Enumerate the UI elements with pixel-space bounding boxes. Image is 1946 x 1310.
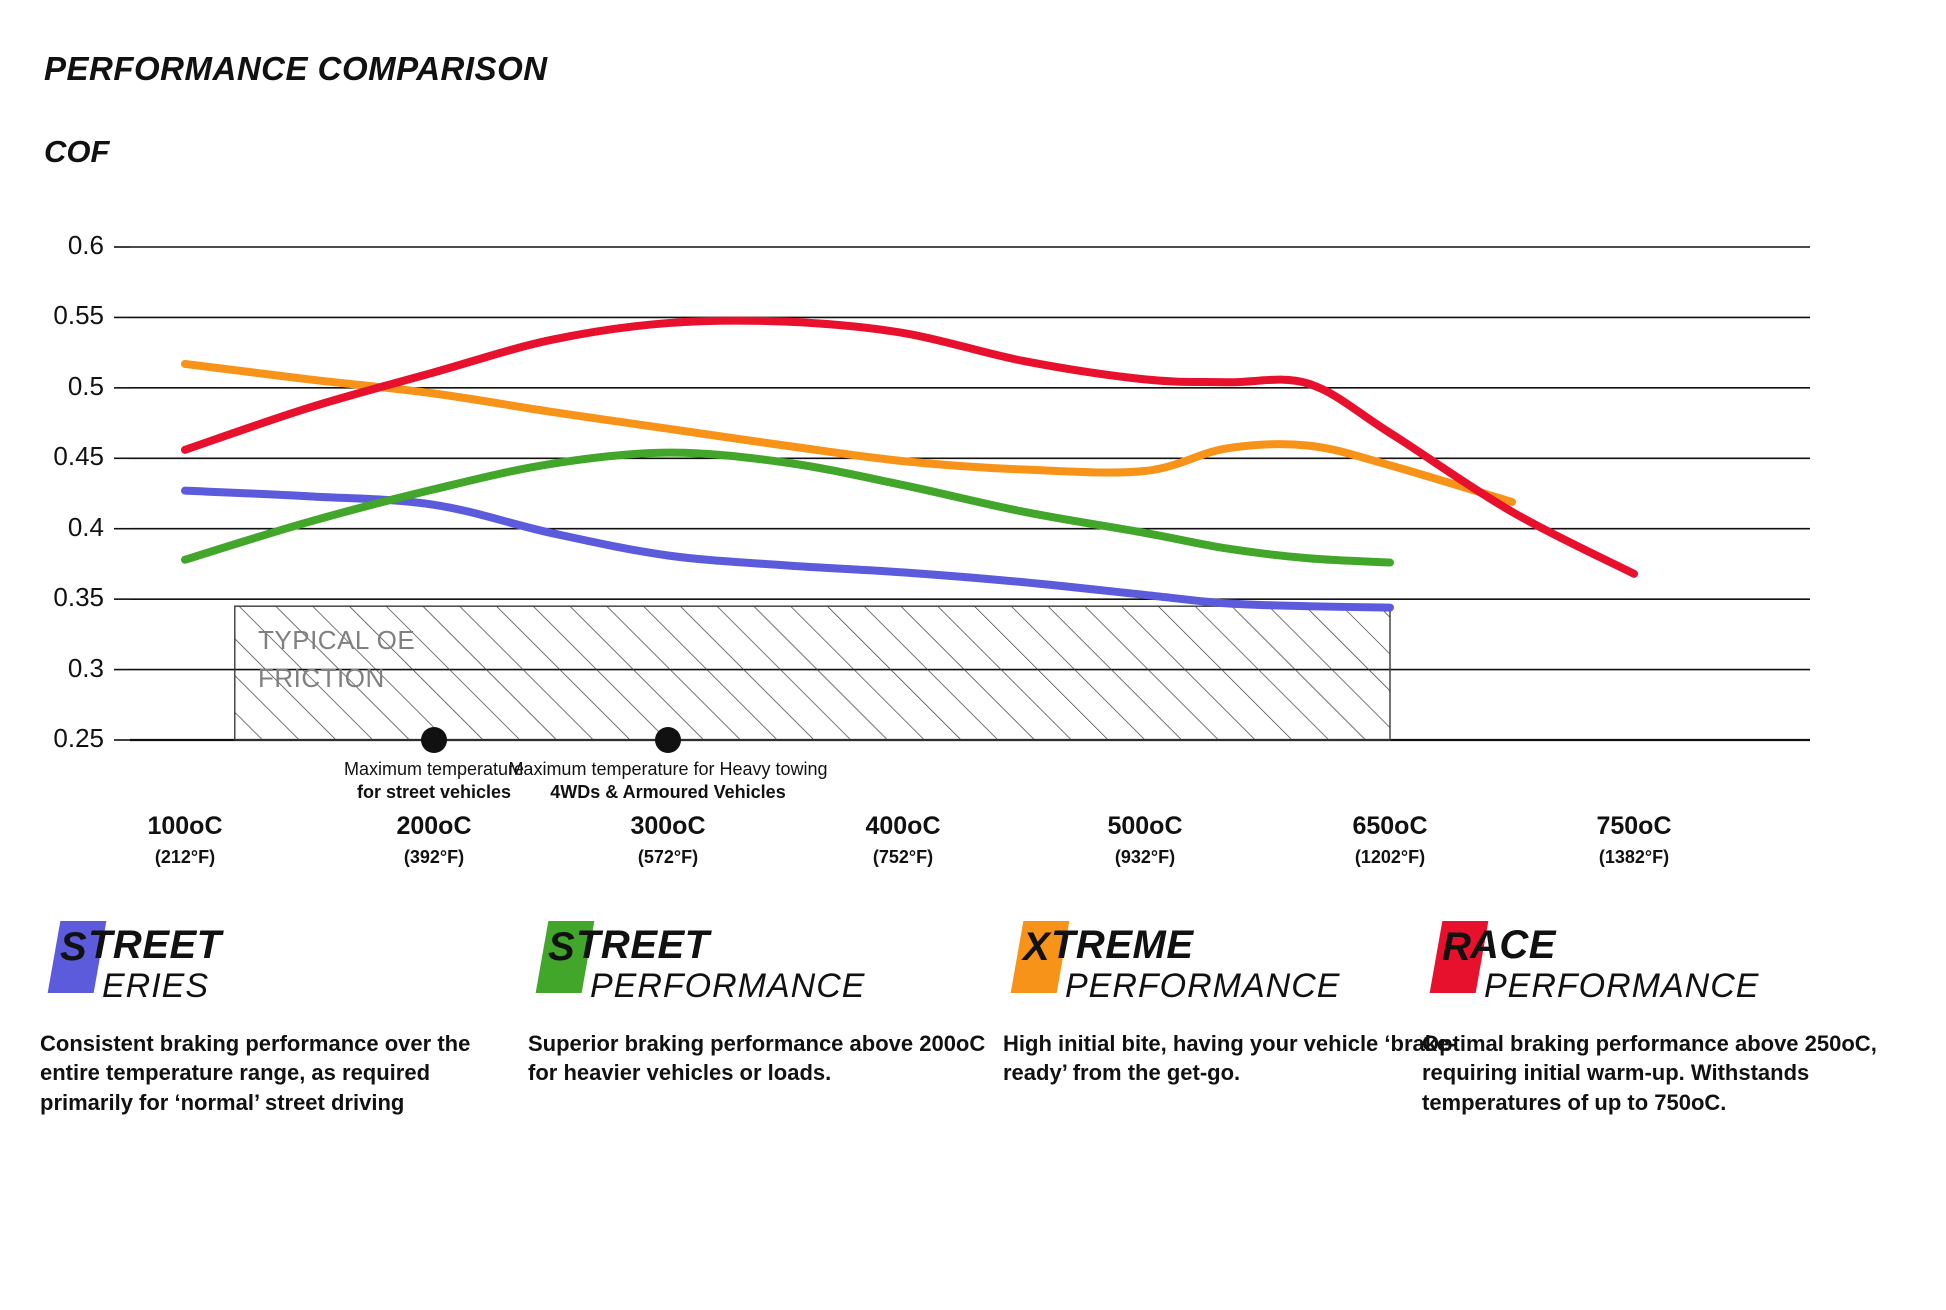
legend-item-xtreme-performance	[1003, 915, 1463, 1088]
y-tick-0.3: 0.3	[67, 652, 104, 683]
legend-item-race-performance	[1422, 915, 1907, 1117]
page-title: PERFORMANCE COMPARISON	[44, 50, 548, 87]
street-performance-logo	[528, 915, 988, 1015]
y-tick-0.5: 0.5	[67, 370, 104, 401]
legend-item-street-series	[40, 915, 500, 1117]
xtreme-performance-badge-letter: X	[1023, 925, 1050, 969]
y-tick-0.35: 0.35	[53, 582, 104, 613]
x-tick-fahrenheit: (212°F)	[154, 847, 216, 867]
x-tick-celsius: 100oC	[147, 812, 223, 840]
y-axis-title: COF	[44, 134, 110, 169]
typical-oe-friction-label-line2: FRICTION	[258, 663, 385, 693]
max-temp-street-marker-dot	[421, 727, 447, 753]
series-line-3	[185, 321, 1634, 574]
race-performance-word1: ACE	[1470, 923, 1556, 967]
y-tick-0.45: 0.45	[53, 441, 104, 472]
street-series-word1: TREET	[88, 923, 222, 967]
street-series-word2: ERIES	[102, 967, 210, 1005]
x-tick-celsius: 500oC	[1107, 812, 1183, 840]
max-temp-heavy-towing-marker-dot	[655, 727, 681, 753]
x-tick-750oC	[1534, 812, 1734, 868]
x-tick-650oC	[1290, 812, 1490, 868]
xtreme-performance-logo	[1003, 915, 1463, 1015]
series-line-1	[185, 453, 1390, 563]
street-performance-word2: PERFORMANCE	[590, 967, 866, 1005]
race-performance-word2: PERFORMANCE	[1484, 967, 1760, 1005]
race-performance-badge-letter: R	[1442, 925, 1471, 969]
street-performance-word1: TREET	[576, 923, 710, 967]
street-series-logo	[40, 915, 500, 1015]
x-tick-fahrenheit: (1382°F)	[1598, 847, 1670, 867]
race-performance-description: Optimal braking performance above 250oC, requiring initial warm-up. Withstands temperatures of up to 750oC.	[1422, 1031, 1877, 1115]
xtreme-performance-word1: TREME	[1051, 923, 1194, 967]
street-performance-description: Superior braking performance above 200oC for heavier vehicles or loads.	[528, 1031, 986, 1086]
x-tick-500oC	[1045, 812, 1245, 868]
race-performance-logo	[1422, 915, 1907, 1015]
xtreme-performance-description: High initial bite, having your vehicle ‘brake-ready’ from the get-go.	[1003, 1031, 1457, 1086]
y-tick-0.25: 0.25	[53, 723, 104, 753]
x-tick-celsius: 200oC	[396, 812, 472, 840]
x-tick-celsius: 400oC	[865, 812, 941, 840]
street-series-description: Consistent braking performance over the entire temperature range, as required primarily for ‘normal’ street driving	[40, 1031, 471, 1115]
x-tick-celsius: 300oC	[630, 812, 706, 840]
x-tick-fahrenheit: (932°F)	[1114, 847, 1176, 867]
x-tick-200oC	[334, 812, 534, 868]
x-tick-fahrenheit: (752°F)	[872, 847, 934, 867]
y-tick-0.55: 0.55	[53, 300, 104, 331]
max-temp-heavy-towing-note-line1: Maximum temperature for Heavy towing	[508, 759, 828, 779]
typical-oe-friction-label-line1: TYPICAL OE	[258, 625, 416, 655]
max-temp-street-note-line1: Maximum temperature	[343, 759, 525, 779]
max-temp-heavy-towing-note	[458, 758, 878, 803]
x-tick-celsius: 750oC	[1596, 812, 1672, 840]
x-tick-300oC	[568, 812, 768, 868]
x-tick-fahrenheit: (572°F)	[637, 847, 699, 867]
chart-series-layer	[185, 321, 1634, 608]
y-tick-0.4: 0.4	[67, 511, 104, 542]
x-tick-fahrenheit: (1202°F)	[1354, 847, 1426, 867]
x-tick-400oC	[803, 812, 1003, 868]
street-performance-badge-letter: S	[548, 925, 575, 969]
legend	[0, 915, 1946, 1305]
x-tick-100oC	[85, 812, 285, 868]
y-tick-0.6: 0.6	[67, 230, 104, 260]
x-tick-celsius: 650oC	[1352, 812, 1428, 840]
x-tick-fahrenheit: (392°F)	[403, 847, 465, 867]
max-temp-street-note-line2: for street vehicles	[356, 781, 512, 802]
max-temp-heavy-towing-note-line2: 4WDs & Armoured Vehicles	[550, 781, 786, 802]
legend-item-street-performance	[528, 915, 988, 1088]
xtreme-performance-word2: PERFORMANCE	[1065, 967, 1341, 1005]
street-series-badge-letter: S	[60, 925, 87, 969]
